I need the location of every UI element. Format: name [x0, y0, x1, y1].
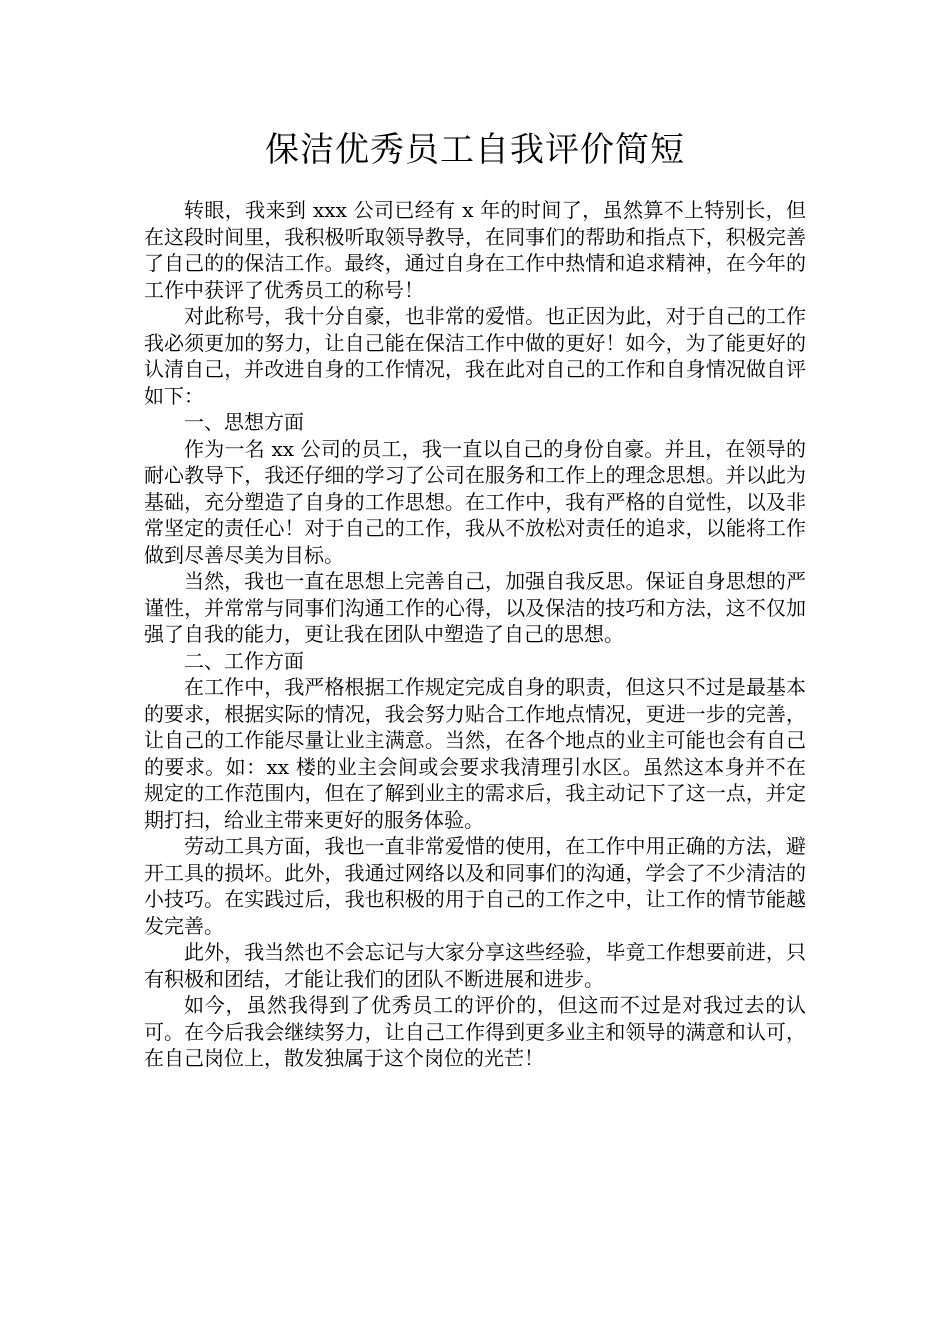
- document-title: 保洁优秀员工自我评价简短: [265, 130, 685, 170]
- section-heading: 二、工作方面: [184, 648, 304, 673]
- paragraph: 如今，虽然我得到了优秀员工的评价的，但这而不过是对我过去的认可。在今后我会继续努力，让自己工作得到更多业主和领导的满意和认可，在自己岗位上，散发独属于这个岗位的光芒！: [144, 993, 806, 1070]
- document-body: [144, 197, 806, 1072]
- section-heading: 一、思想方面: [184, 410, 304, 434]
- paragraph: 劳动工具方面，我也一直非常爱惜的使用，在工作中用正确的方法，避开工具的损坏。此外，我通过网络以及和同事们的沟通，学会了不少清洁的小技巧。在实践过后，我也积极的用于自己的工作之中，让工作的情节能越发完善。: [144, 834, 806, 938]
- paragraph: 转眼，我来到 xxx 公司已经有 x 年的时间了，虽然算不上特别长，但在这段时间里，我积极听取领导教导，在同事们的帮助和指点下，积极完善了自己的的保洁工作。最终，通过自身在工作中热情和追求精神，在今年的工作中获评了优秀员工的称号！: [144, 198, 806, 302]
- paragraph: 此外，我当然也不会忘记与大家分享这些经验，毕竟工作想要前进，只有积极和团结，才能让我们的团队不断进展和进步。: [144, 940, 806, 991]
- paragraph: 作为一名 xx 公司的员工，我一直以自己的身份自豪。并且，在领导的耐心教导下，我还仔细的学习了公司在服务和工作上的理念思想。并以此为基础，充分塑造了自身的工作思想。在工作中，我有严格的自觉性，以及非常坚定的责任心！对于自己的工作，我从不放松对责任的追求，以能将工作做到尽善尽美为目标。: [144, 436, 806, 567]
- paragraph: 当然，我也一直在思想上完善自己，加强自我反思。保证自身思想的严谨性，并常常与同事们沟通工作的心得，以及保洁的技巧和方法，这不仅加强了自我的能力，更让我在团队中塑造了自己的思想。: [144, 569, 806, 646]
- paragraph: 在工作中，我严格根据工作规定完成自身的职责，但这只不过是最基本的要求，根据实际的情况，我会努力贴合工作地点情况，更进一步的完善，让自己的工作能尽量让业主满意。当然，在各个地点的业主可能也会有自己的要求。如：xx 楼的业主会间或会要求我清理引水区。虽然这本身并不在规定的工作范围内，但在了解到业主的需求后，我主动记下了这一点，并定期打扫，给业主带来更好的服务体验。: [144, 675, 806, 832]
- paragraph: 对此称号，我十分自豪，也非常的爱惜。也正因为此，对于自己的工作我必须更加的努力，让自己能在保洁工作中做的更好！如今，为了能更好的认清自己，并改进自身的工作情况，我在此对自己的工作和自身情况做自评如下：: [144, 304, 806, 408]
